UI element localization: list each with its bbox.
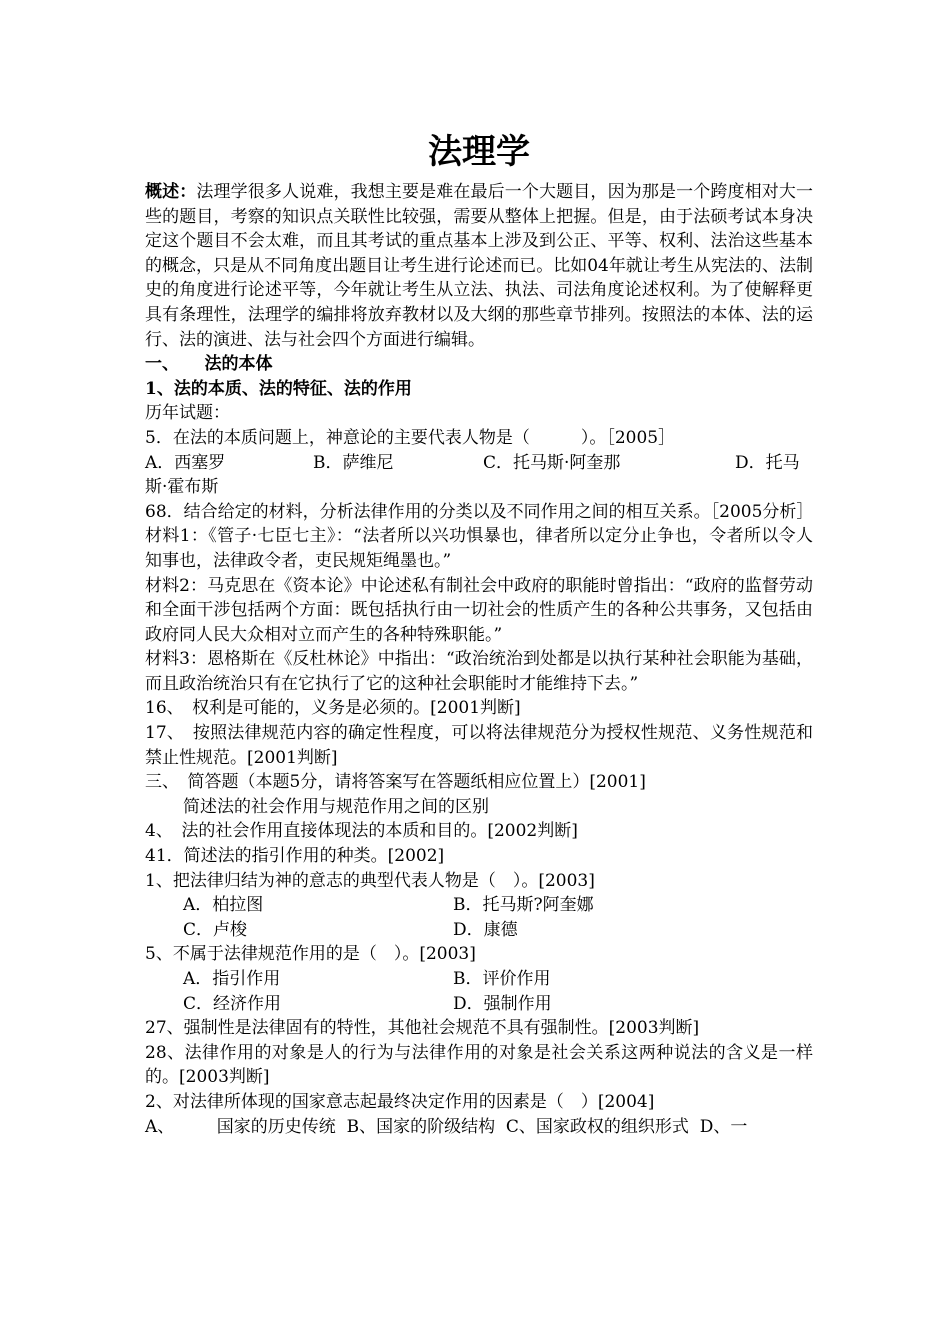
question-41: 41．简述法的指引作用的种类。[2002] [145,846,445,867]
option-b: B．萨维尼 [313,452,394,473]
question-5b-options-row-2 [145,992,813,1017]
option-d: D．强制作用 [453,993,552,1014]
overview-text: 法理学很多人说难，我想主要是难在最后一个大题目，因为那是一个跨度相对大一些的题目，考察的知识点关联性比较强，需要从整体上把握。但是，由于法硕考试本身决定这个题目不会太难，而且其考试的重点基本上涉及到公正、平等、权利、法治这些基本的概念，只是从不同角度出题目让考生进行论述而已。比如04年就让考生从宪法的、法制史的角度进行论述平等，今年就让考生从立法、执法、司法角度论述权利。为了使解释更具有条理性，法理学的编排将放弃教材以及大纲的那些章节排列。按照法的本体、法的运行、法的演进、法与社会四个方面进行编辑。 [145,182,814,350]
question-3-short-answer: 三、 简答题（本题5分，请将答案写在答题纸相应位置上）[2001] [145,772,646,793]
option-a: A．指引作用 [183,969,281,989]
option-c: C．经济作用 [183,993,282,1014]
question-28: 28、法律作用的对象是人的行为与法律作用的对象是社会关系这两种说法的含义是一样的。[2003判断] [145,1042,813,1088]
option-b: B．评价作用 [453,969,551,989]
subsection-heading: 1、法的本质、法的特征、法的作用 [145,378,412,399]
option-c: C．卢梭 [183,919,248,940]
material-1: 材料1：《管子·七臣七主》：“法者所以兴功惧暴也，律者所以定分止争也，令者所以令人知事也，法律政令者，吏民规矩绳墨也。” [145,526,813,571]
question-5b-options-row-1 [145,967,813,992]
question-3-subtext: 简述法的社会作用与规范作用之间的区别 [183,796,489,817]
question-5: 5．在法的本质问题上，神意论的主要代表人物是（ ）。［2005］ [145,427,676,448]
option-d: D．康德 [453,919,518,940]
question-68: 68．结合给定的材料，分析法律作用的分类以及不同作用之间的相互关系。［2005分析］ [145,501,814,522]
question-16: 16、 权利是可能的，义务是必须的。[2001判断] [145,698,521,719]
option-c: C．托马斯·阿奎那 [483,452,621,473]
option-a: A．柏拉图 [183,895,264,916]
question-1: 1、把法律归结为神的意志的典型代表人物是（ ）。[2003] [145,870,595,891]
question-2-options: A、 国家的历史传统 B、国家的阶级结构 C、国家政权的组织形式 D、一 [145,1116,748,1137]
option-b: B．托马斯?阿奎娜 [453,895,594,916]
page-title: 法理学 [428,132,530,172]
section-heading: 一、 法的本体 [145,354,273,375]
material-3: 材料3：恩格斯在《反杜林论》中指出：“政治统治到处都是以执行某种社会职能为基础，而且政治统治只有在它执行了它的这种社会职能时才能维持下去。” [145,649,813,694]
material-2: 材料2：马克思在《资本论》中论述私有制社会中政府的职能时曾指出：“政府的监督劳动和全面干涉包括两个方面：既包括执行由一切社会的性质产生的各种公共事务，又包括由政府同人民大众相对立而产生的各种特殊职能。” [145,575,813,645]
option-d: D．托马 [735,452,800,473]
overview-paragraph [145,180,813,352]
question-27: 27、强制性是法律固有的特性，其他社会规范不具有强制性。[2003判断] [145,1018,700,1039]
question-5-options [145,451,813,476]
question-1-options-row-2 [145,918,813,943]
option-a: A．西塞罗 [145,452,226,473]
past-questions-label: 历年试题： [145,403,230,424]
document-page [145,130,813,1139]
question-4: 4、 法的社会作用直接体现法的本质和目的。[2002判断] [145,821,578,842]
question-1-options-row-1 [145,893,813,918]
question-2: 2、对法律所体现的国家意志起最终决定作用的因素是（ ）[2004] [145,1091,655,1112]
question-17: 17、 按照法律规范内容的确定性程度，可以将法律规范分为授权性规范、义务性规范和禁止性规范。[2001判断] [145,723,813,768]
question-5b: 5、不属于法律规范作用的是（ ）。[2003] [145,944,476,965]
overview-label: 概述： [145,182,197,202]
question-5-option-wrap: 斯·霍布斯 [145,477,219,498]
